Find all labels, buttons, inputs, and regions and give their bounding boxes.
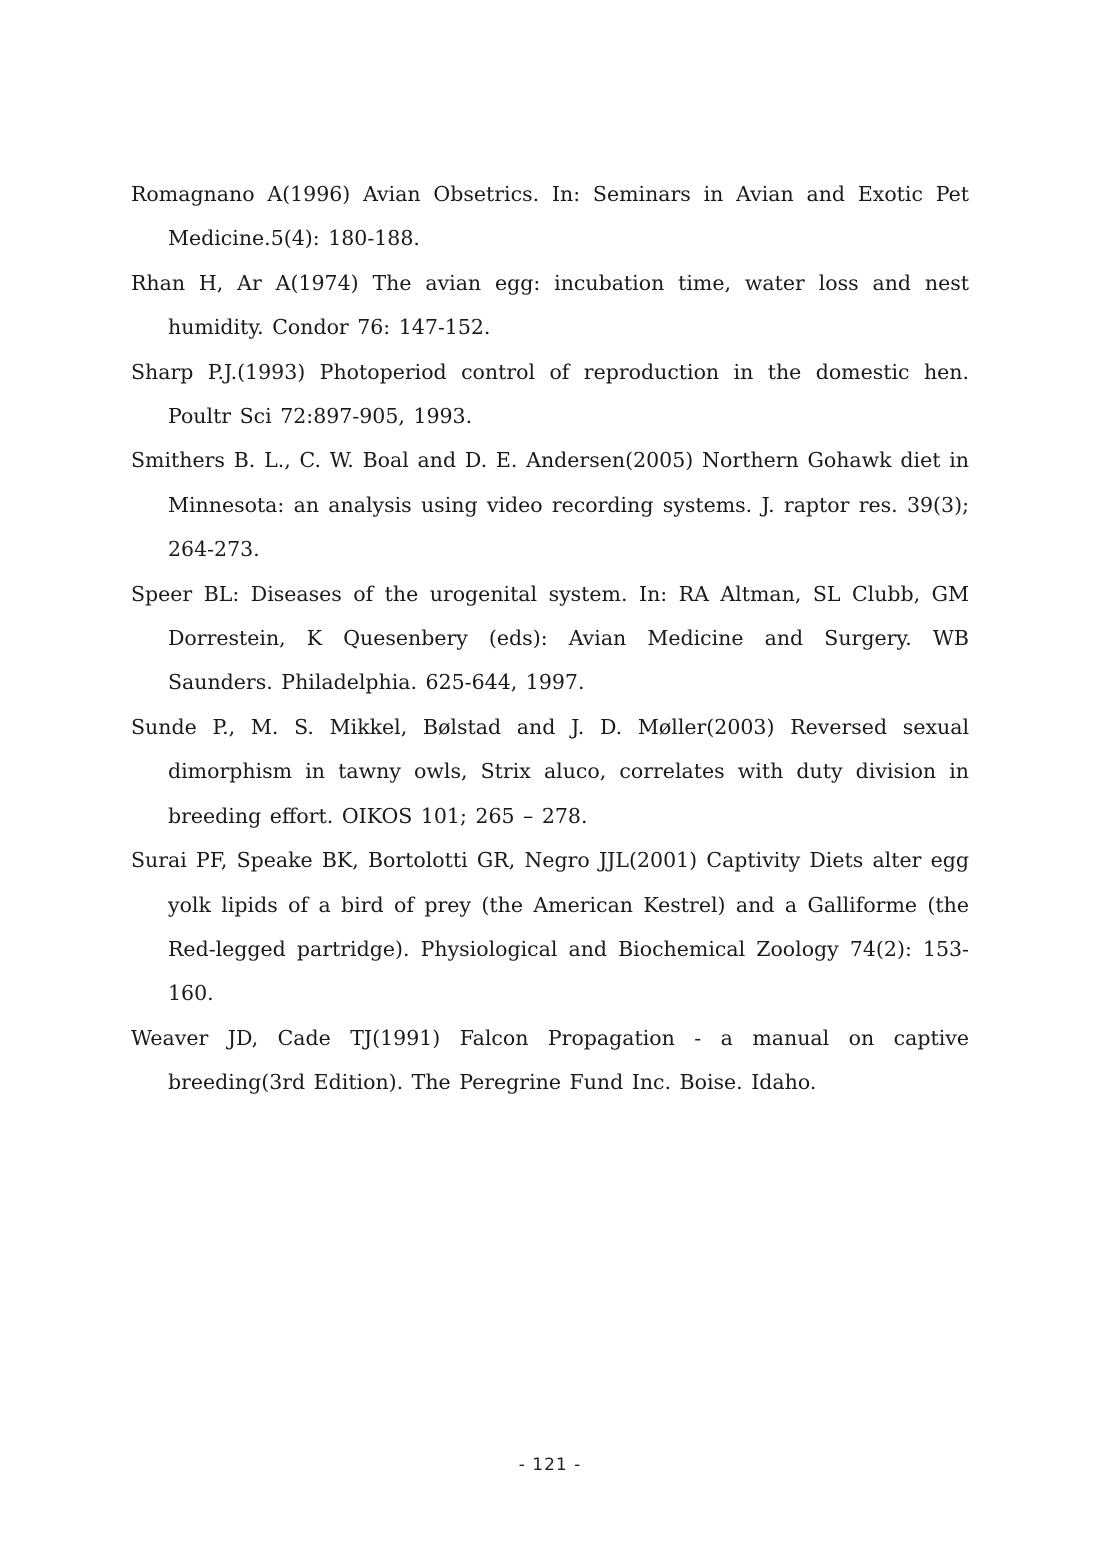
reference-entry: Rhan H, Ar A(1974) The avian egg: incubation time, water loss and nest humidity. Condor 76: 147-152. (131, 270, 969, 340)
reference-entry: Surai PF, Speake BK, Bortolotti GR, Negro JJL(2001) Captivity Diets alter egg yolk lipids of a bird of prey (the American Kestrel) and a Galliforme (the Red-legged partridge). Physiological and Biochemical Zoology 74(2): 153-160. (131, 848, 969, 1006)
reference-entry: Smithers B. L., C. W. Boal and D. E. Andersen(2005) Northern Gohawk diet in Minnesota: an analysis using video recording systems. J. raptor res. 39(3); 264-273. (131, 448, 969, 562)
page-number: - 121 - (518, 1455, 582, 1475)
reference-list (131, 172, 969, 1105)
reference-entry: Romagnano A(1996) Avian Obsetrics. In: Seminars in Avian and Exotic Pet Medicine.5(4): 180-188. (131, 182, 969, 251)
reference-entry: Weaver JD, Cade TJ(1991) Falcon Propagation - a manual on captive breeding(3rd Edition). The Peregrine Fund Inc. Boise. Idaho. (131, 1025, 969, 1095)
reference-entry: Speer BL: Diseases of the urogenital system. In: RA Altman, SL Clubb, GM Dorrestein, K Quesenbery (eds): Avian Medicine and Surgery. WB Saunders. Philadelphia. 625-644, 1997. (131, 581, 969, 695)
reference-entry: Sharp P.J.(1993) Photoperiod control of reproduction in the domestic hen. Poultr Sci 72:897-905, 1993. (131, 359, 969, 429)
reference-entry: Sunde P., M. S. Mikkel, Bølstad and J. D. Møller(2003) Reversed sexual dimorphism in tawny owls, Strix aluco, correlates with duty division in breeding effort. OIKOS 101; 265 – 278. (131, 714, 969, 828)
